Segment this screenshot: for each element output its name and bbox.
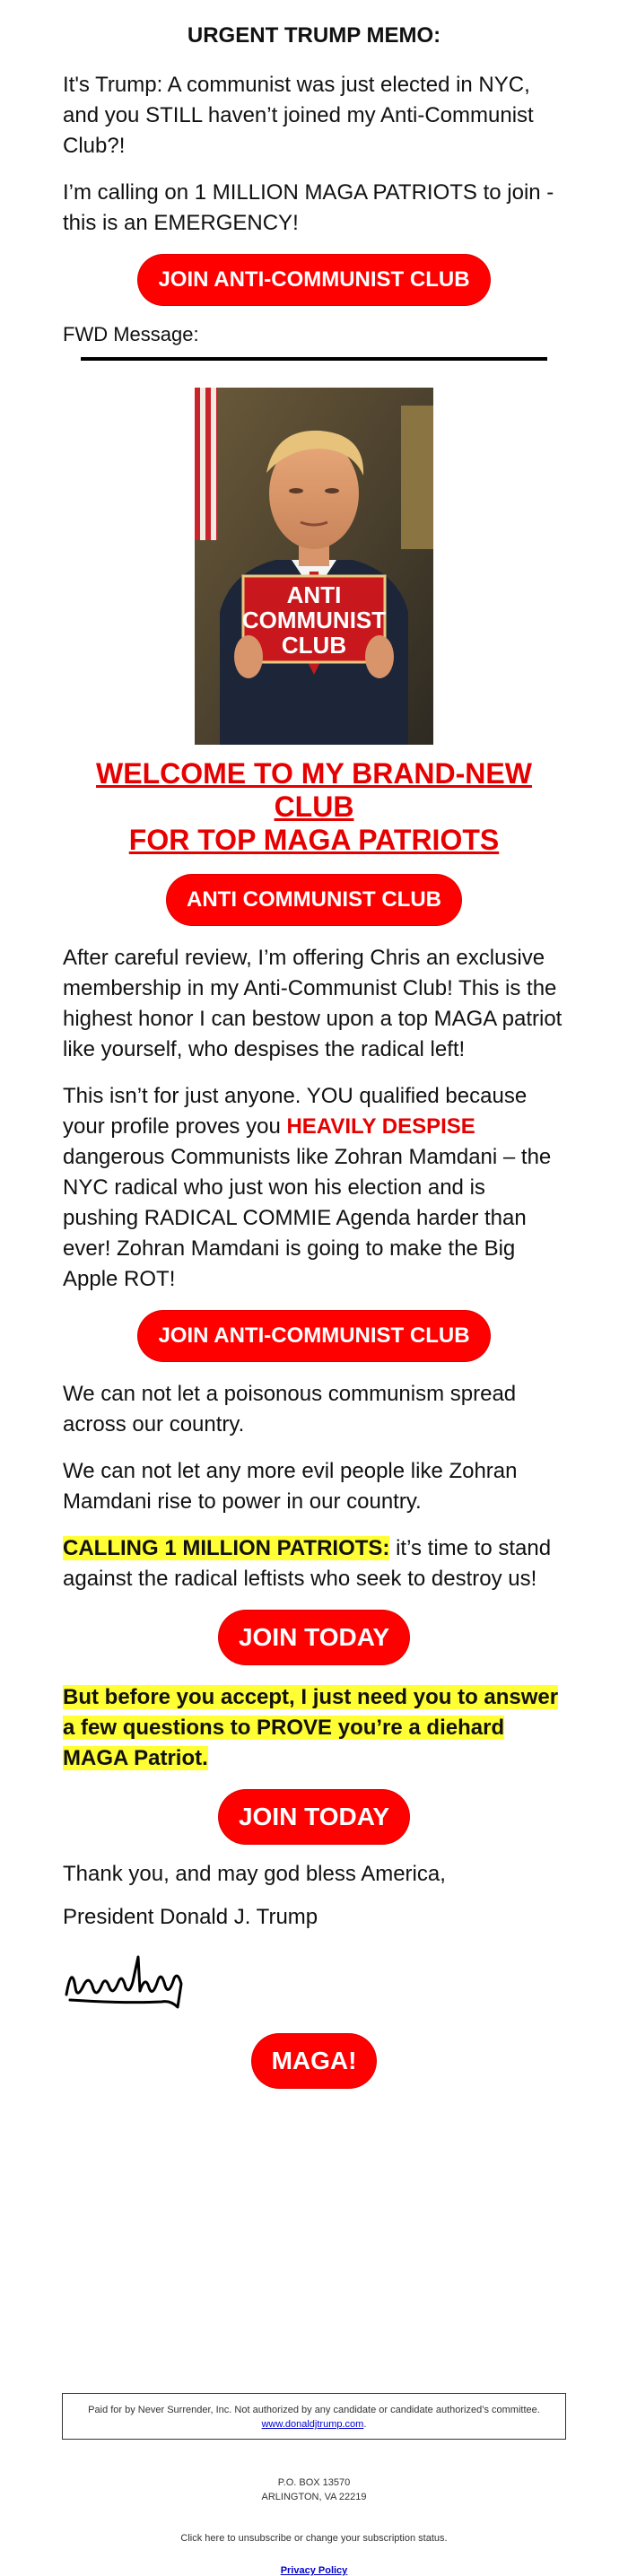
signoff-line: President Donald J. Trump xyxy=(63,1905,318,1929)
anti-communist-club-button[interactable]: ANTI COMMUNIST CLUB xyxy=(167,875,461,925)
body-paragraph-1: After careful review, I’m offering Chris an exclusive membership in my Anti-Communist Club! This is the highest honor I can bestow upon a top MAGA patriot like yourself, who despises the radical left! xyxy=(63,946,563,1061)
welcome-line-1: WELCOME TO MY BRAND-NEW CLUB xyxy=(96,757,532,823)
join-club-button[interactable]: JOIN ANTI-COMMUNIST CLUB xyxy=(138,255,489,305)
hero-image[interactable] xyxy=(195,388,433,745)
highlight-text: CALLING 1 MILLION PATRIOTS: xyxy=(63,1536,390,1560)
body-paragraph-6 xyxy=(63,1682,565,1774)
intro-paragraph-2: I’m calling on 1 MILLION MAGA PATRIOTS to join - this is an EMERGENCY! xyxy=(63,180,554,235)
join-today-button[interactable]: JOIN TODAY xyxy=(219,1611,409,1664)
signature-image xyxy=(63,1948,188,2013)
sign-text-2: COMMUNIST xyxy=(241,607,387,633)
join-club-button-2[interactable]: JOIN ANTI-COMMUNIST CLUB xyxy=(138,1311,489,1361)
club-sign xyxy=(242,576,386,662)
maga-button[interactable]: MAGA! xyxy=(252,2034,377,2088)
mailing-address xyxy=(0,2476,628,2504)
privacy-policy-link[interactable]: Privacy Policy xyxy=(280,2565,348,2576)
join-today-button-2[interactable]: JOIN TODAY xyxy=(219,1790,409,1844)
intro-paragraph-1: It's Trump: A communist was just elected in NYC, and you STILL haven’t joined my Anti-Communist Club?! xyxy=(63,73,534,158)
memo-title: URGENT TRUMP MEMO: xyxy=(187,23,441,48)
body-paragraph-3: We can not let a poisonous communism spread across our country. xyxy=(63,1382,517,1436)
sign-text-1: ANTI xyxy=(286,581,342,608)
highlight-paragraph: But before you accept, I just need you to answer a few questions to PROVE you’re a diehard MAGA Patriot. xyxy=(63,1685,559,1770)
thanks-line: Thank you, and may god bless America, xyxy=(63,1862,446,1886)
body-paragraph-5: CALLING 1 MILLION PATRIOTS: it’s time to stand against the radical leftists who seek to destroy us! xyxy=(63,1536,552,1591)
website-link[interactable]: www.donaldjtrump.com xyxy=(261,2419,364,2430)
disclaimer-text: Paid for by Never Surrender, Inc. Not authorized by any candidate or candidate authorized’s committee. xyxy=(88,2405,540,2415)
flag-graphic xyxy=(195,388,218,540)
welcome-heading xyxy=(63,757,565,857)
address-line-2: ARLINGTON, VA 22219 xyxy=(261,2492,367,2502)
address-line-1: P.O. BOX 13570 xyxy=(277,2477,351,2488)
fwd-label: FWD Message: xyxy=(63,323,199,345)
sign-text-3: CLUB xyxy=(281,632,347,659)
body-paragraph-2: This isn’t for just anyone. YOU qualified because your profile proves you HEAVILY DESPISE dangerous Communists like Zohran Mamdani – the NYC radical who just won his election and is pushing RADICAL COMMIE Agenda harder than ever! Zohran Mamdani is going to make the Big Apple ROT! xyxy=(63,1084,552,1291)
emphasis-text: HEAVILY DESPISE xyxy=(286,1114,475,1139)
welcome-line-2: FOR TOP MAGA PATRIOTS xyxy=(128,824,500,856)
unsubscribe-link[interactable]: Click here to unsubscribe or change your subscription status. xyxy=(180,2533,448,2544)
footer-disclaimer: Paid for by Never Surrender, Inc. Not authorized by any candidate or candidate authorized’s committee. www.donaldjtrump.com. xyxy=(62,2393,566,2440)
body-paragraph-4: We can not let any more evil people like Zohran Mamdani rise to power in our country. xyxy=(63,1459,518,1514)
divider xyxy=(81,357,547,361)
